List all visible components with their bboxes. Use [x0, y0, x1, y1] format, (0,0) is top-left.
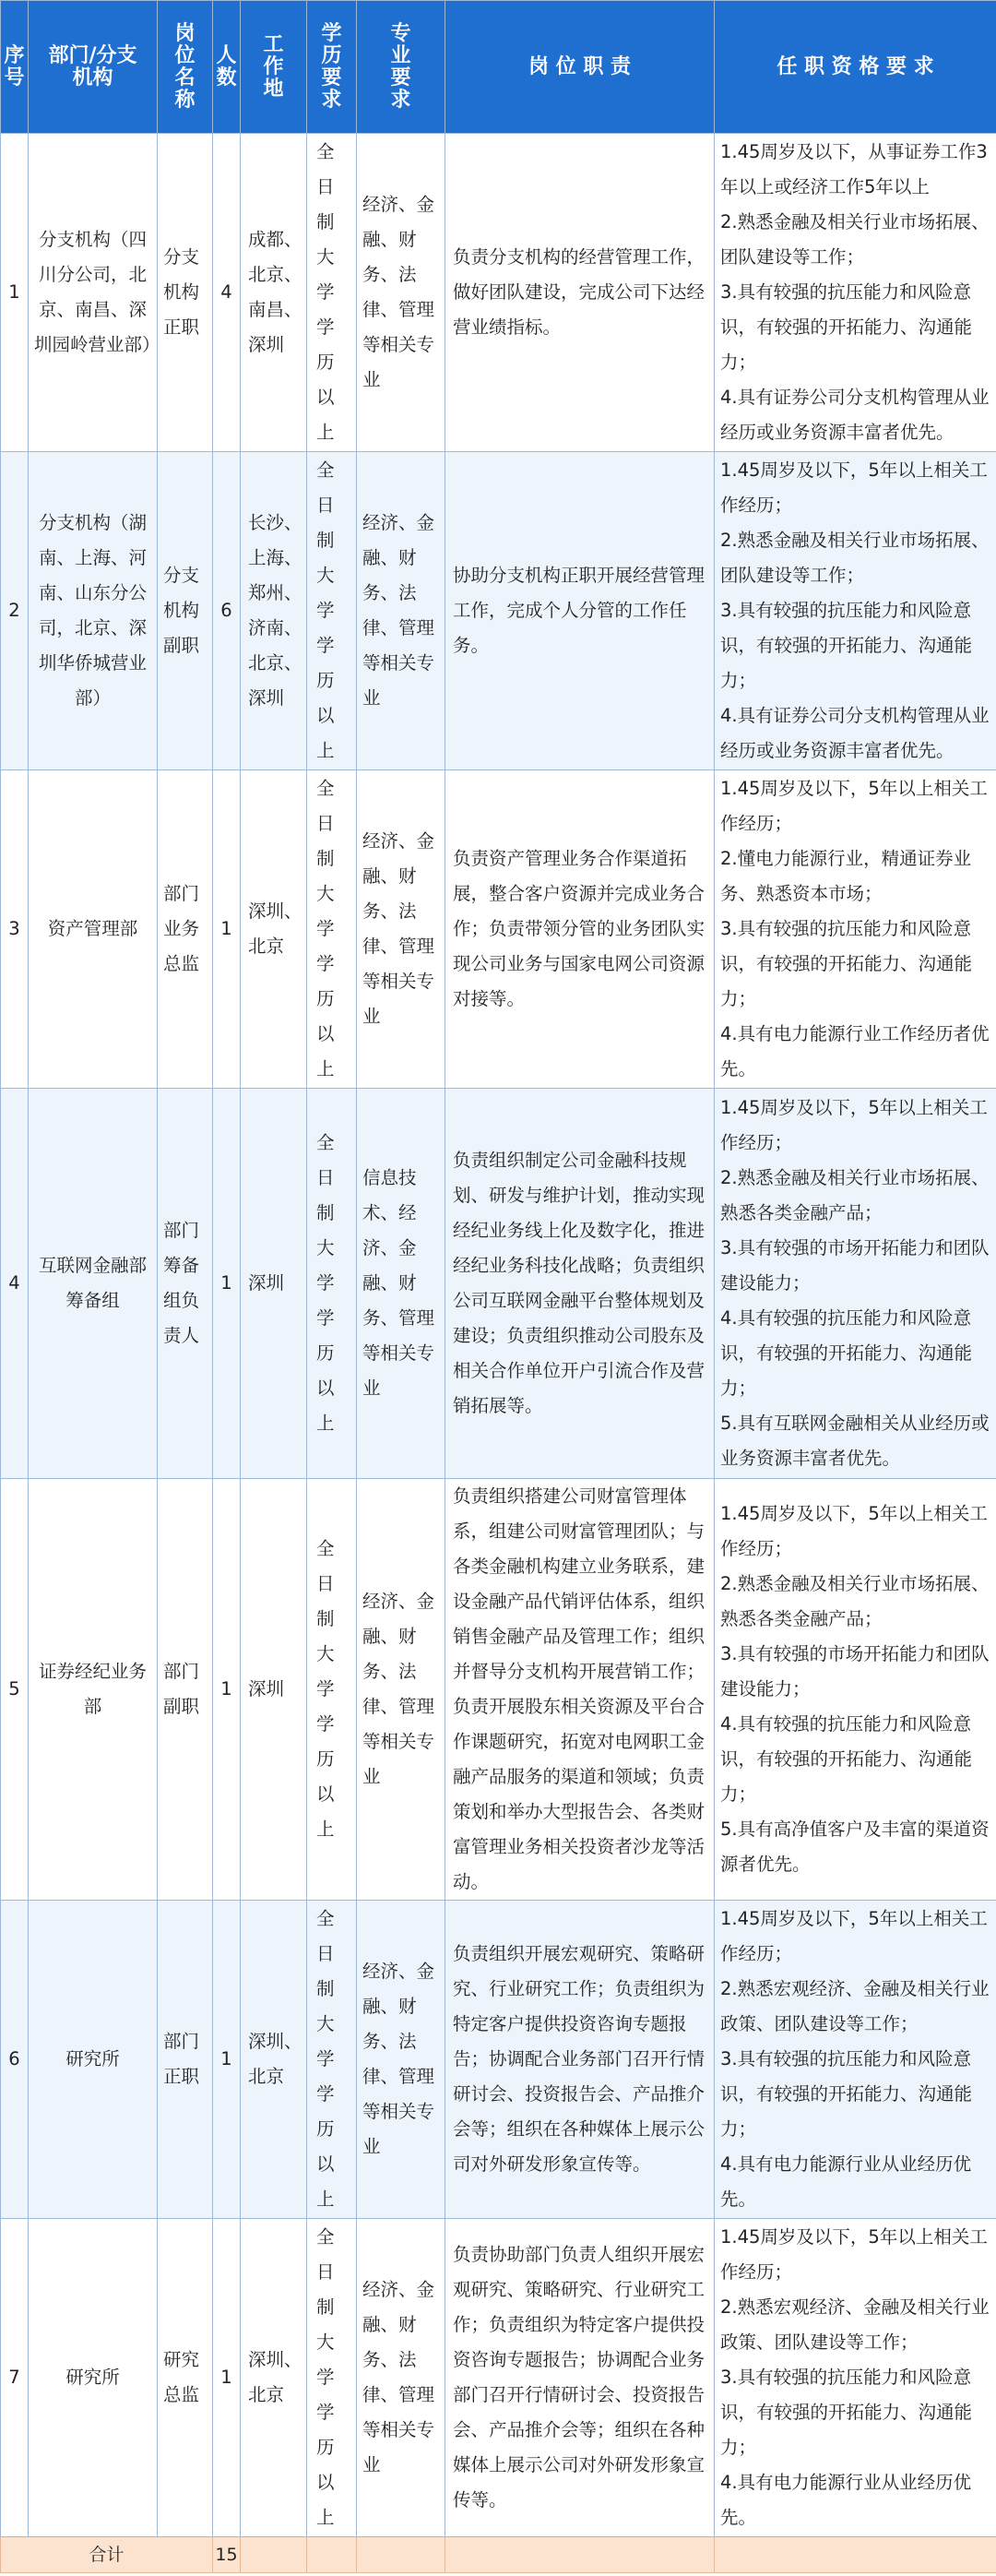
row-education: 全日制大学学历以上 — [307, 2219, 357, 2537]
row-count: 1 — [213, 1089, 241, 1479]
requirement-item: 4.具有电力能源行业工作经历者优先。 — [720, 1023, 990, 1079]
total-empty — [307, 2537, 357, 2573]
row-post: 部门正职 — [158, 1901, 213, 2219]
row-duty: 负责资产管理业务合作渠道拓展，整合客户资源并完成业务合作；负责带领分管的业务团队实现公司业务与国家电网公司资源对接等。 — [445, 770, 715, 1089]
requirement-item: 3.具有较强的市场开拓能力和团队建设能力； — [720, 1237, 990, 1294]
row-location: 长沙、上海、郑州、济南、北京、深圳 — [241, 452, 307, 770]
table-row — [1, 1901, 996, 2219]
total-empty — [357, 2537, 445, 2573]
row-post: 研究总监 — [158, 2219, 213, 2537]
header-post: 岗位名称 — [158, 1, 213, 134]
row-duty: 负责组织制定公司金融科技规划、研发与维护计划，推动实现经纪业务线上化及数字化，推进经纪业务科技化战略；负责组织公司互联网金融平台整体规划及建设；负责组织推动公司股东及相关合作单位开户引流合作及营销拓展等。 — [445, 1089, 715, 1479]
row-department: 分支机构（湖南、上海、河南、山东分公司，北京、深圳华侨城营业部） — [29, 452, 158, 770]
total-count: 15 — [213, 2537, 241, 2573]
row-major: 经济、金融、财务、法律、管理等相关专业 — [357, 452, 445, 770]
requirement-item: 1.45周岁及以下，5年以上相关工作经历； — [720, 1503, 988, 1559]
table-row — [1, 452, 996, 770]
total-label: 合计 — [1, 2537, 213, 2573]
row-major: 经济、金融、财务、法律、管理等相关专业 — [357, 770, 445, 1089]
row-count: 1 — [213, 2219, 241, 2537]
row-count: 6 — [213, 452, 241, 770]
row-count: 1 — [213, 1901, 241, 2219]
table-row — [1, 1089, 996, 1479]
row-requirements — [715, 134, 996, 452]
table-row — [1, 2219, 996, 2537]
row-duty: 负责组织开展宏观研究、策略研究、行业研究工作；负责组织为特定客户提供投资咨询专题报告；协调配合业务部门召开行情研讨会、投资报告会、产品推介会等；组织在各种媒体上展示公司对外研发形象宣传等。 — [445, 1901, 715, 2219]
requirement-item: 4.具有较强的抗压能力和风险意识，有较强的开拓能力、沟通能力； — [720, 1713, 973, 1805]
row-count: 1 — [213, 770, 241, 1089]
requirement-item: 2.熟悉金融及相关行业市场拓展、团队建设等工作； — [720, 530, 990, 586]
requirement-item: 3.具有较强的抗压能力和风险意识，有较强的开拓能力、沟通能力； — [720, 2367, 973, 2458]
header-req: 任 职 资 格 要 求 — [715, 1, 996, 134]
row-major: 经济、金融、财务、法律、管理等相关专业 — [357, 1479, 445, 1901]
row-education: 全日制大学学历以上 — [307, 770, 357, 1089]
requirement-item: 5.具有高净值客户及丰富的渠道资源者优先。 — [720, 1819, 990, 1875]
requirement-item: 2.熟悉金融及相关行业市场拓展、熟悉各类金融产品； — [720, 1167, 990, 1223]
row-education: 全日制大学学历以上 — [307, 1089, 357, 1479]
requirement-item: 4.具有电力能源行业从业经历优先。 — [720, 2153, 972, 2210]
requirement-item: 1.45周岁及以下，5年以上相关工作经历； — [720, 1908, 988, 1964]
requirement-item: 2.熟悉金融及相关行业市场拓展、团队建设等工作； — [720, 211, 990, 268]
row-department: 证券经纪业务部 — [29, 1479, 158, 1901]
requirement-item: 3.具有较强的抗压能力和风险意识，有较强的开拓能力、沟通能力； — [720, 2048, 973, 2140]
header-no: 序号 — [1, 1, 29, 134]
row-requirements — [715, 1901, 996, 2219]
row-major: 经济、金融、财务、法律、管理等相关专业 — [357, 1901, 445, 2219]
row-count: 4 — [213, 134, 241, 452]
row-duty: 协助分支机构正职开展经营管理工作，完成个人分管的工作任务。 — [445, 452, 715, 770]
row-requirements — [715, 2219, 996, 2537]
requirement-item: 1.45周岁及以下，5年以上相关工作经历； — [720, 459, 988, 516]
requirement-item: 5.具有互联网金融相关从业经历或业务资源丰富者优先。 — [720, 1413, 990, 1469]
requirement-item: 3.具有较强的抗压能力和风险意识，有较强的开拓能力、沟通能力； — [720, 918, 973, 1009]
header-duty: 岗 位 职 责 — [445, 1, 715, 134]
row-post: 部门业务总监 — [158, 770, 213, 1089]
header-count: 人数 — [213, 1, 241, 134]
header-loc: 工作地 — [241, 1, 307, 134]
row-education: 全日制大学学历以上 — [307, 452, 357, 770]
row-major: 经济、金融、财务、法律、管理等相关专业 — [357, 2219, 445, 2537]
table-row — [1, 1479, 996, 1901]
row-major: 经济、金融、财务、法律、管理等相关专业 — [357, 134, 445, 452]
row-number: 4 — [1, 1089, 29, 1479]
requirement-item: 2.熟悉宏观经济、金融及相关行业政策、团队建设等工作； — [720, 2296, 990, 2353]
row-department: 互联网金融部筹备组 — [29, 1089, 158, 1479]
requirement-item: 3.具有较强的抗压能力和风险意识，有较强的开拓能力、沟通能力； — [720, 281, 973, 373]
requirement-item: 4.具有电力能源行业从业经历优先。 — [720, 2472, 972, 2528]
row-education: 全日制大学学历以上 — [307, 1901, 357, 2219]
row-requirements — [715, 770, 996, 1089]
requirement-item: 1.45周岁及以下，5年以上相关工作经历； — [720, 1097, 988, 1153]
row-education: 全日制大学学历以上 — [307, 1479, 357, 1901]
row-department: 研究所 — [29, 2219, 158, 2537]
requirement-item: 1.45周岁及以下，从事证券工作3年以上或经济工作5年以上 — [720, 141, 988, 197]
total-empty — [445, 2537, 715, 2573]
row-location: 深圳、北京 — [241, 2219, 307, 2537]
requirement-item: 1.45周岁及以下，5年以上相关工作经历； — [720, 778, 988, 834]
row-requirements — [715, 1089, 996, 1479]
requirement-item: 3.具有较强的市场开拓能力和团队建设能力； — [720, 1643, 990, 1699]
row-department: 分支机构（四川分公司，北京、南昌、深圳园岭营业部） — [29, 134, 158, 452]
header-row — [1, 1, 996, 134]
total-row — [1, 2537, 996, 2573]
row-count: 1 — [213, 1479, 241, 1901]
row-post: 部门筹备组负责人 — [158, 1089, 213, 1479]
row-location: 深圳 — [241, 1479, 307, 1901]
row-number: 3 — [1, 770, 29, 1089]
requirement-item: 2.懂电力能源行业，精通证券业务、熟悉资本市场； — [720, 848, 972, 904]
row-location: 深圳、北京 — [241, 1901, 307, 2219]
header-dept: 部门/分支机构 — [29, 1, 158, 134]
row-number: 6 — [1, 1901, 29, 2219]
row-requirements — [715, 452, 996, 770]
row-major: 信息技术、经济、金融、财务、管理等相关专业 — [357, 1089, 445, 1479]
requirement-item: 3.具有较强的抗压能力和风险意识，有较强的开拓能力、沟通能力； — [720, 600, 973, 691]
requirement-item: 2.熟悉宏观经济、金融及相关行业政策、团队建设等工作； — [720, 1978, 990, 2034]
row-location: 深圳、北京 — [241, 770, 307, 1089]
requirement-item: 4.具有较强的抗压能力和风险意识，有较强的开拓能力、沟通能力； — [720, 1307, 973, 1399]
row-location: 深圳 — [241, 1089, 307, 1479]
requirement-item: 4.具有证券公司分支机构管理从业经历或业务资源丰富者优先。 — [720, 705, 990, 761]
row-location: 成都、北京、南昌、深圳 — [241, 134, 307, 452]
row-post: 部门副职 — [158, 1479, 213, 1901]
total-empty — [241, 2537, 307, 2573]
row-duty: 负责协助部门负责人组织开展宏观研究、策略研究、行业研究工作；负责组织为特定客户提供投资咨询专题报告；协调配合业务部门召开行情研讨会、投资报告会、产品推介会等；组织在各种媒体上展示公司对外研发形象宣传等。 — [445, 2219, 715, 2537]
row-department: 资产管理部 — [29, 770, 158, 1089]
requirement-item: 4.具有证券公司分支机构管理从业经历或业务资源丰富者优先。 — [720, 387, 990, 443]
total-empty — [715, 2537, 996, 2573]
row-number: 1 — [1, 134, 29, 452]
row-post: 分支机构副职 — [158, 452, 213, 770]
header-edu: 学历要求 — [307, 1, 357, 134]
table-row — [1, 134, 996, 452]
row-education: 全日制大学学历以上 — [307, 134, 357, 452]
row-department: 研究所 — [29, 1901, 158, 2219]
row-number: 7 — [1, 2219, 29, 2537]
row-duty: 负责分支机构的经营管理工作，做好团队建设，完成公司下达经营业绩指标。 — [445, 134, 715, 452]
row-duty: 负责组织搭建公司财富管理体系，组建公司财富管理团队；与各类金融机构建立业务联系，建设金融产品代销评估体系，组织销售金融产品及管理工作；组织并督导分支机构开展营销工作；负责开展股东相关资源及平台合作课题研究，拓宽对电网职工金融产品服务的渠道和领域；负责策划和举办大型报告会、各类财富管理业务相关投资者沙龙等活动。 — [445, 1479, 715, 1901]
requirement-item: 1.45周岁及以下，5年以上相关工作经历； — [720, 2226, 988, 2283]
table-row — [1, 770, 996, 1089]
header-major: 专业要求 — [357, 1, 445, 134]
row-number: 2 — [1, 452, 29, 770]
row-post: 分支机构正职 — [158, 134, 213, 452]
row-number: 5 — [1, 1479, 29, 1901]
requirement-item: 2.熟悉金融及相关行业市场拓展、熟悉各类金融产品； — [720, 1573, 990, 1629]
row-requirements — [715, 1479, 996, 1901]
